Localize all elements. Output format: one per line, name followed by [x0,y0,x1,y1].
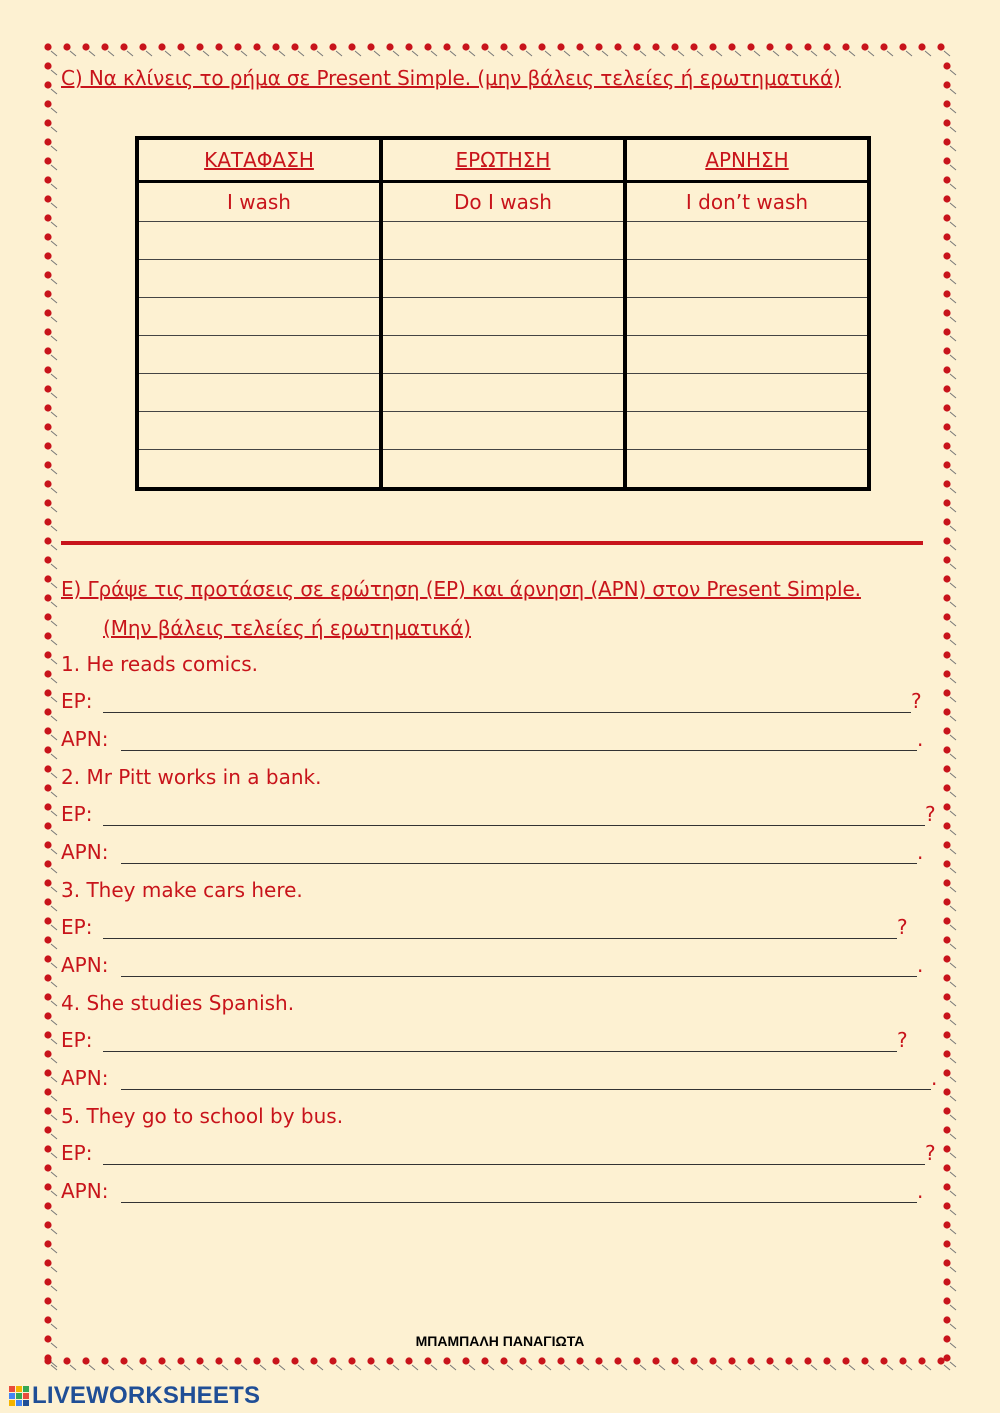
brand-name: LIVEWORKSHEETS [32,1382,261,1409]
section-e-note: (Μην βάλεις τελείες ή ερωτηματικά) [103,616,471,640]
question-mark: ? [897,1028,908,1052]
sentence-1: 1. He reads comics. [61,652,259,676]
answer-cell[interactable] [381,298,625,336]
negative-answer-2[interactable] [61,840,931,866]
question-mark: ? [911,689,922,713]
question-label: ΕΡ: [61,1141,93,1165]
table-row [137,222,869,260]
answer-cell[interactable] [381,450,625,490]
question-label: ΕΡ: [61,689,93,713]
answer-cell[interactable] [137,412,381,450]
table-example-row [137,182,869,222]
table-row [137,298,869,336]
answer-line[interactable] [103,825,925,826]
answer-line[interactable] [103,938,897,939]
answer-cell[interactable] [137,222,381,260]
sentence-4: 4. She studies Spanish. [61,991,295,1015]
table-header-row [137,138,869,182]
answer-line[interactable] [121,1089,931,1090]
negative-label: ΑΡΝ: [61,953,109,977]
full-stop: . [917,953,924,977]
question-answer-4[interactable] [61,1028,921,1054]
question-label: ΕΡ: [61,802,93,826]
answer-line[interactable] [103,712,911,713]
negative-label: ΑΡΝ: [61,1066,109,1090]
header-affirmative: ΚΑΤΑΦΑΣΗ [137,138,381,182]
table-row [137,260,869,298]
answer-line[interactable] [103,1164,925,1165]
answer-cell[interactable] [625,298,869,336]
table-row [137,412,869,450]
header-negative: ΑΡΝΗΣΗ [625,138,869,182]
section-divider [61,541,923,545]
table-row [137,450,869,490]
negative-label: ΑΡΝ: [61,727,109,751]
question-answer-3[interactable] [61,915,921,941]
negative-label: ΑΡΝ: [61,840,109,864]
negative-answer-5[interactable] [61,1179,931,1205]
negative-answer-1[interactable] [61,727,931,753]
answer-cell[interactable] [137,260,381,298]
example-affirmative: I wash [137,182,381,222]
question-answer-1[interactable] [61,689,931,715]
liveworksheets-logo-icon [8,1385,30,1407]
answer-cell[interactable] [381,336,625,374]
question-mark: ? [925,802,936,826]
negative-label: ΑΡΝ: [61,1179,109,1203]
sentence-3: 3. They make cars here. [61,878,303,902]
answer-cell[interactable] [625,412,869,450]
answer-cell[interactable] [137,450,381,490]
answer-cell[interactable] [625,260,869,298]
question-answer-5[interactable] [61,1141,941,1167]
author-name: ΜΠΑΜΠΑΛΗ ΠΑΝΑΓΙΩΤΑ [415,1333,585,1349]
full-stop: . [931,1066,938,1090]
full-stop: . [917,1179,924,1203]
answer-cell[interactable] [137,336,381,374]
sentence-5: 5. They go to school by bus. [61,1104,344,1128]
sentence-2: 2. Mr Pitt works in a bank. [61,765,322,789]
answer-line[interactable] [121,750,917,751]
answer-line[interactable] [103,1051,897,1052]
header-question: ΕΡΩΤΗΣΗ [381,138,625,182]
question-mark: ? [897,915,908,939]
negative-answer-4[interactable] [61,1066,941,1092]
answer-cell[interactable] [137,298,381,336]
answer-cell[interactable] [625,222,869,260]
answer-cell[interactable] [625,450,869,490]
section-c-instruction: C) Να κλίνεις το ρήμα σε Present Simple. (μην βάλεις τελείες ή ερωτηματικά) [61,66,841,90]
answer-line[interactable] [121,976,917,977]
question-answer-2[interactable] [61,802,941,828]
example-question: Do I wash [381,182,625,222]
answer-cell[interactable] [137,374,381,412]
answer-cell[interactable] [625,374,869,412]
answer-line[interactable] [121,1202,917,1203]
answer-cell[interactable] [625,336,869,374]
table-row [137,336,869,374]
conjugation-table [135,136,871,491]
answer-cell[interactable] [381,412,625,450]
answer-cell[interactable] [381,260,625,298]
section-e-instruction: E) Γράψε τις προτάσεις σε ερώτηση (ΕΡ) και άρνηση (ΑΡΝ) στον Present Simple. [61,577,861,601]
question-label: ΕΡ: [61,915,93,939]
answer-cell[interactable] [381,374,625,412]
question-label: ΕΡ: [61,1028,93,1052]
answer-cell[interactable] [381,222,625,260]
example-negative: I don’t wash [625,182,869,222]
full-stop: . [917,727,924,751]
table-row [137,374,869,412]
question-mark: ? [925,1141,936,1165]
brand-logo[interactable] [8,1383,260,1409]
full-stop: . [917,840,924,864]
answer-line[interactable] [121,863,917,864]
negative-answer-3[interactable] [61,953,931,979]
